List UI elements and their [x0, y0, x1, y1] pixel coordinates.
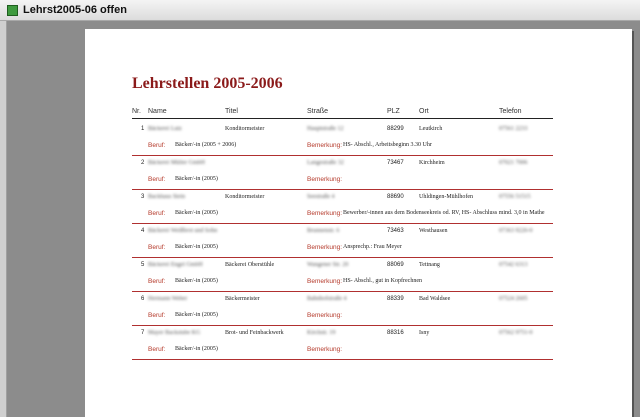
column-header-nr: Nr.: [132, 108, 141, 115]
record-strasse: Hauptstraße 12: [307, 126, 344, 132]
beruf-label: Beruf:: [148, 210, 166, 217]
column-header-name: Name: [148, 108, 167, 115]
table-row: [85, 327, 632, 361]
record-ort: Kirchheim: [419, 160, 445, 166]
table-row: [85, 157, 632, 191]
record-ort: Tettnang: [419, 262, 440, 268]
record-ort: Uhldingen-Mühlhofen: [419, 194, 473, 200]
record-titel: Konditormeister: [225, 194, 265, 200]
record-plz: 88316: [387, 330, 404, 336]
table-row: [85, 123, 632, 157]
record-plz: 88069: [387, 262, 404, 268]
record-nr: 6: [141, 296, 145, 302]
report-document-icon: [7, 5, 18, 16]
record-name: Bäckerei Engel GmbH: [148, 262, 203, 268]
bemerkung-label: Bemerkung:: [307, 278, 343, 285]
record-name: Bäckerei Müller GmbH: [148, 160, 205, 166]
record-nr: 7: [141, 330, 145, 336]
row-divider: [132, 223, 553, 224]
row-divider: [132, 257, 553, 258]
record-telefon: 07524 2605: [499, 296, 528, 302]
record-name: Bäckerei Weißbrot und Sohn: [148, 228, 218, 234]
record-strasse: Seestraße 4: [307, 194, 335, 200]
bemerkung-label: Bemerkung:: [307, 244, 343, 251]
record-beruf: Bäcker/-in (2005): [175, 244, 218, 250]
record-plz: 73467: [387, 160, 404, 166]
window-titlebar[interactable]: [0, 0, 640, 21]
record-nr: 1: [141, 126, 145, 132]
column-header-plz: PLZ: [387, 108, 400, 115]
record-strasse: Brunnenstr. 6: [307, 228, 340, 234]
record-name: Backhaus Stein: [148, 194, 186, 200]
bemerkung-label: Bemerkung:: [307, 346, 343, 353]
record-bemerkung: HS- Abschl., gut in Kopfrechnen: [343, 278, 422, 284]
record-telefon: 07556 51515: [499, 194, 531, 200]
row-divider: [132, 291, 553, 292]
table-row: [85, 259, 632, 293]
record-plz: 88339: [387, 296, 404, 302]
record-nr: 3: [141, 194, 145, 200]
report-page: [85, 29, 632, 417]
record-beruf: Bäcker/-in (2005): [175, 210, 218, 216]
record-ort: Bad Waldsee: [419, 296, 451, 302]
beruf-label: Beruf:: [148, 278, 166, 285]
record-plz: 73463: [387, 228, 404, 234]
record-nr: 5: [141, 262, 145, 268]
row-divider: [132, 359, 553, 360]
record-strasse: Kirchstr. 19: [307, 330, 336, 336]
window-title: Lehrst2005-06 offen: [23, 4, 127, 16]
record-beruf: Bäcker/-in (2005): [175, 278, 218, 284]
record-telefon: 07021 7006: [499, 160, 528, 166]
record-titel: Brot- und Feinbackwerk: [225, 330, 284, 336]
bemerkung-label: Bemerkung:: [307, 210, 343, 217]
record-telefon: 07562 9751-0: [499, 330, 533, 336]
record-titel: Bäckerei Oberstühle: [225, 262, 275, 268]
record-ort: Isny: [419, 330, 430, 336]
record-telefon: 07561 2233: [499, 126, 528, 132]
record-titel: Bäckermeister: [225, 296, 260, 302]
beruf-label: Beruf:: [148, 244, 166, 251]
table-row: [85, 191, 632, 225]
beruf-label: Beruf:: [148, 346, 166, 353]
beruf-label: Beruf:: [148, 142, 166, 149]
record-plz: 88299: [387, 126, 404, 132]
column-header-telefon: Telefon: [499, 108, 522, 115]
column-header-ort: Ort: [419, 108, 429, 115]
record-strasse: Bahnhofstraße 4: [307, 296, 347, 302]
header-divider: [132, 118, 553, 119]
bemerkung-label: Bemerkung:: [307, 142, 343, 149]
column-header-titel: Titel: [225, 108, 238, 115]
table-row: [85, 293, 632, 327]
record-bemerkung: HS- Abschl., Arbeitsbeginn 3.30 Uhr: [343, 142, 432, 148]
record-name: Hermann Weber: [148, 296, 188, 302]
table-row: [85, 225, 632, 259]
beruf-label: Beruf:: [148, 176, 166, 183]
record-ort: Leutkirch: [419, 126, 443, 132]
record-ort: Westhausen: [419, 228, 448, 234]
column-header-strasse: Straße: [307, 108, 329, 115]
record-beruf: Bäcker/-in (2005): [175, 176, 218, 182]
row-divider: [132, 325, 553, 326]
beruf-label: Beruf:: [148, 312, 166, 319]
record-nr: 4: [141, 228, 145, 234]
record-beruf: Bäcker/-in (2005): [175, 312, 218, 318]
record-telefon: 07363 9226-0: [499, 228, 533, 234]
record-titel: Konditormeister: [225, 126, 265, 132]
left-frame-strip: [0, 21, 7, 417]
record-telefon: 07542 6313: [499, 262, 528, 268]
record-bemerkung: Ansprechp.: Frau Meyer: [343, 244, 402, 250]
record-plz: 88690: [387, 194, 404, 200]
record-name: Mayer Backstube KG: [148, 330, 201, 336]
report-title: Lehrstellen 2005-2006: [132, 75, 283, 92]
record-strasse: Wangener Str. 20: [307, 262, 349, 268]
record-beruf: Bäcker/-in (2005 + 2006): [175, 142, 237, 148]
row-divider: [132, 189, 553, 190]
record-name: Bäckerei Lutz: [148, 126, 182, 132]
record-nr: 2: [141, 160, 145, 166]
record-bemerkung: Bewerber/-innen aus dem Bodenseekreis od. RV, HS- Abschluss mind. 3,0 in Mathe: [343, 210, 545, 216]
bemerkung-label: Bemerkung:: [307, 312, 343, 319]
record-beruf: Bäcker/-in (2005): [175, 346, 218, 352]
row-divider: [132, 155, 553, 156]
record-strasse: Langestraße 32: [307, 160, 344, 166]
bemerkung-label: Bemerkung:: [307, 176, 343, 183]
